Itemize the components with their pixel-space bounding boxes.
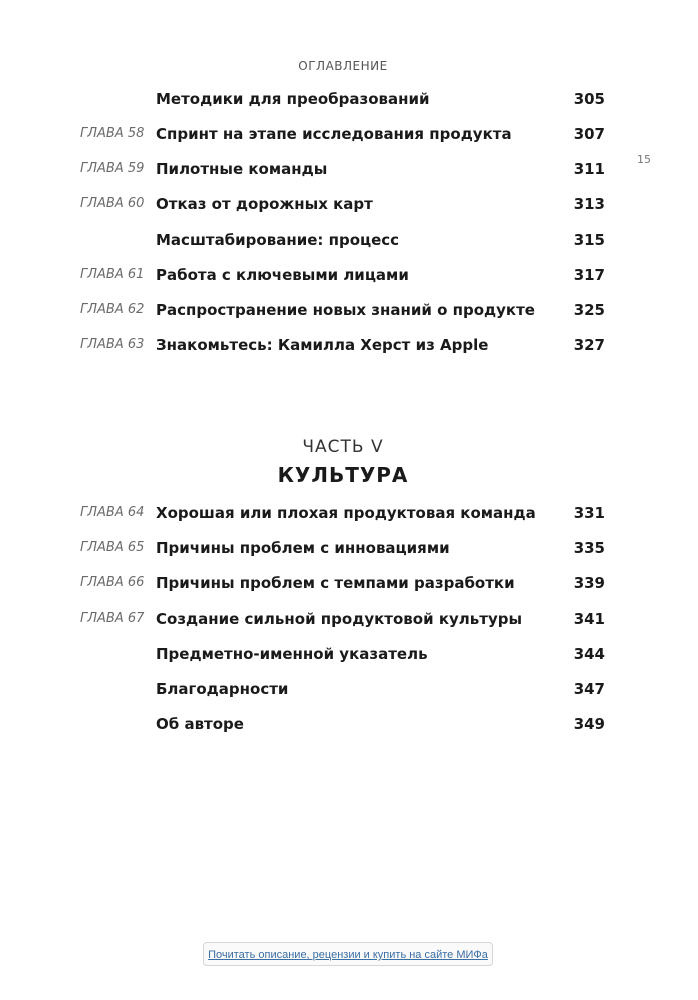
chapter-label: ГЛАВА 61 bbox=[80, 267, 145, 282]
entry-page-number: 311 bbox=[573, 160, 605, 178]
entry-page-number: 341 bbox=[573, 610, 605, 628]
chapter-label: ГЛАВА 58 bbox=[80, 126, 145, 141]
entry-title: Спринт на этапе исследования продукта bbox=[156, 125, 512, 143]
toc-entry[interactable] bbox=[0, 228, 698, 252]
buy-on-mif-link[interactable]: Почитать описание, рецензии и купить на сайте МИФа bbox=[203, 942, 493, 966]
chapter-label: ГЛАВА 59 bbox=[80, 161, 145, 176]
entry-page-number: 344 bbox=[573, 645, 605, 663]
toc-entry[interactable] bbox=[0, 712, 698, 736]
toc-entry[interactable] bbox=[0, 263, 698, 287]
entry-title: Предметно-именной указатель bbox=[156, 645, 428, 663]
toc-entry[interactable] bbox=[0, 333, 698, 357]
chapter-label: ГЛАВА 62 bbox=[80, 302, 145, 317]
entry-title: Создание сильной продуктовой культуры bbox=[156, 610, 523, 628]
entry-title: Хорошая или плохая продуктовая команда bbox=[156, 504, 536, 522]
page-number: 15 bbox=[637, 153, 651, 166]
entry-page-number: 335 bbox=[573, 539, 605, 557]
entry-title: Причины проблем с темпами разработки bbox=[156, 574, 515, 592]
part-label: ЧАСТЬ V bbox=[302, 437, 384, 457]
entry-page-number: 327 bbox=[573, 336, 605, 354]
entry-title: Благодарности bbox=[156, 680, 289, 698]
entry-title: Отказ от дорожных карт bbox=[156, 195, 373, 213]
toc-entry[interactable] bbox=[0, 571, 698, 595]
entry-title: Пилотные команды bbox=[156, 160, 328, 178]
entry-title: Об авторе bbox=[156, 715, 244, 733]
toc-entry[interactable] bbox=[0, 87, 698, 111]
toc-entry[interactable] bbox=[0, 157, 698, 181]
entry-title: Методики для преобразований bbox=[156, 90, 430, 108]
toc-entry[interactable] bbox=[0, 122, 698, 146]
entry-page-number: 317 bbox=[573, 266, 605, 284]
part-title: КУЛЬТУРА bbox=[277, 463, 409, 487]
entry-title: Масштабирование: процесс bbox=[156, 231, 400, 249]
entry-page-number: 331 bbox=[573, 504, 605, 522]
chapter-label: ГЛАВА 67 bbox=[80, 611, 145, 626]
entry-page-number: 305 bbox=[573, 90, 605, 108]
chapter-label: ГЛАВА 63 bbox=[80, 337, 145, 352]
toc-entry[interactable] bbox=[0, 298, 698, 322]
entry-page-number: 349 bbox=[573, 715, 605, 733]
entry-page-number: 347 bbox=[573, 680, 605, 698]
toc-entry[interactable] bbox=[0, 607, 698, 631]
toc-entry[interactable] bbox=[0, 501, 698, 525]
toc-entry[interactable] bbox=[0, 536, 698, 560]
chapter-label: ГЛАВА 66 bbox=[80, 575, 145, 590]
entry-title: Знакомьтесь: Камилла Херст из Apple bbox=[156, 336, 489, 354]
chapter-label: ГЛАВА 65 bbox=[80, 540, 145, 555]
entry-title: Работа с ключевыми лицами bbox=[156, 266, 409, 284]
toc-entry[interactable] bbox=[0, 192, 698, 216]
entry-page-number: 307 bbox=[573, 125, 605, 143]
entry-title: Причины проблем с инновациями bbox=[156, 539, 450, 557]
entry-page-number: 315 bbox=[573, 231, 605, 249]
entry-page-number: 325 bbox=[573, 301, 605, 319]
running-head: ОГЛАВЛЕНИЕ bbox=[298, 59, 388, 73]
toc-entry[interactable] bbox=[0, 677, 698, 701]
entry-title: Распространение новых знаний о продукте bbox=[156, 301, 535, 319]
toc-entry[interactable] bbox=[0, 642, 698, 666]
entry-page-number: 313 bbox=[573, 195, 605, 213]
chapter-label: ГЛАВА 64 bbox=[80, 505, 145, 520]
chapter-label: ГЛАВА 60 bbox=[80, 196, 145, 211]
entry-page-number: 339 bbox=[573, 574, 605, 592]
